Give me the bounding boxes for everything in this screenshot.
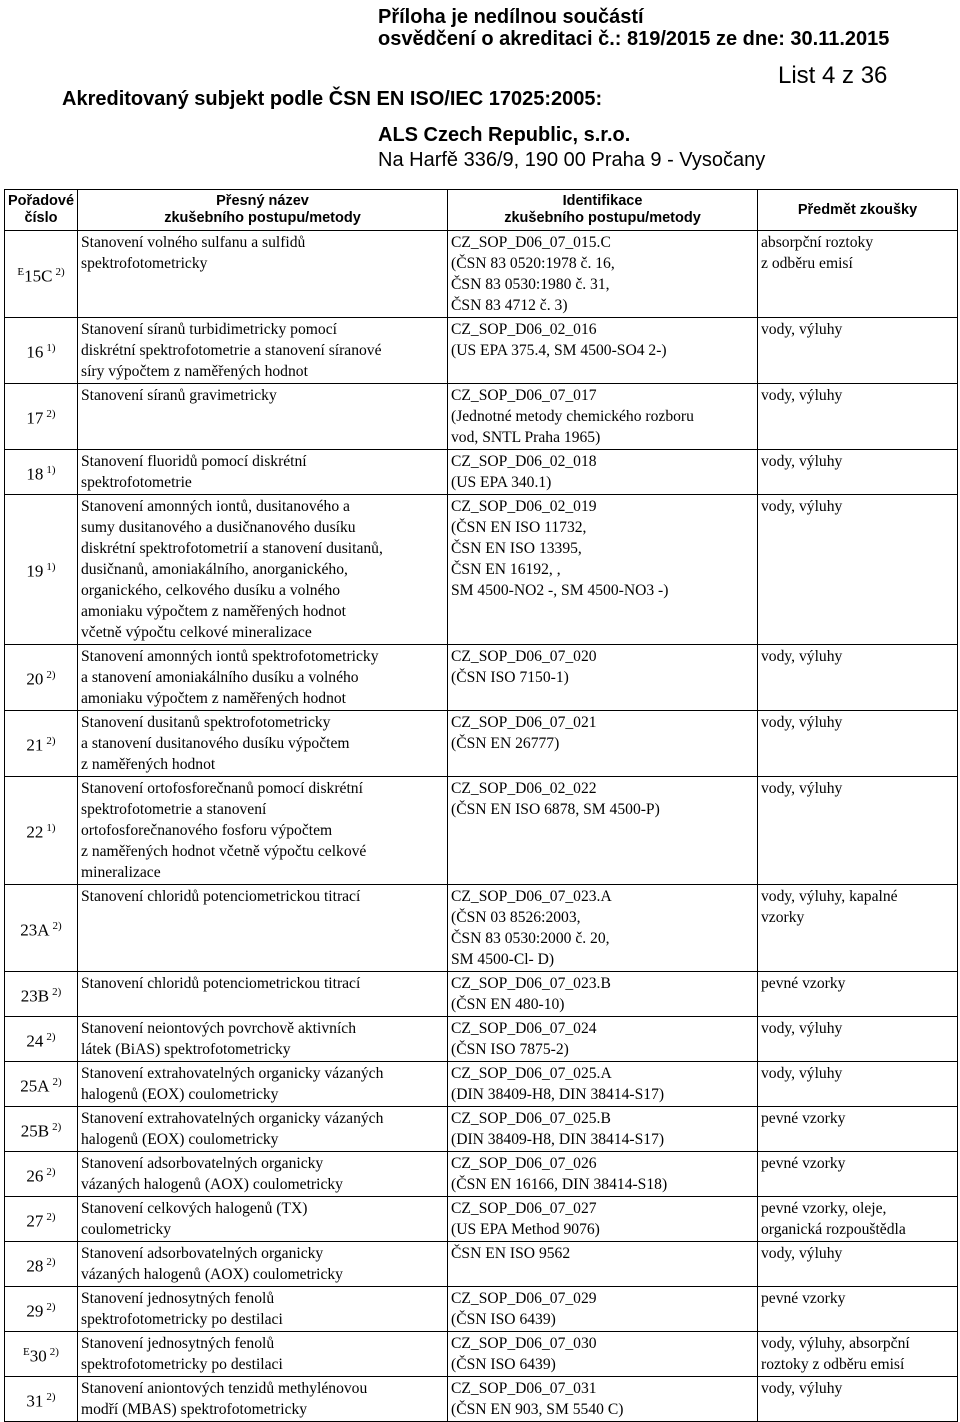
row-number-value: 15C — [24, 266, 53, 286]
row-number — [5, 711, 78, 777]
method-name — [78, 231, 448, 318]
row-footnote: 2) — [55, 265, 65, 278]
method-id-line: (ČSN ISO 6439) — [451, 1356, 556, 1373]
test-subject-line: pevné vzorky — [761, 1110, 846, 1127]
row-footnote: 2) — [52, 919, 62, 932]
method-id — [448, 231, 758, 318]
method-id-line: CZ_SOP_D06_07_020 — [451, 648, 597, 665]
test-subject-line: vody, výluhy — [761, 714, 843, 731]
row-number-value: 22 — [26, 822, 44, 842]
test-subject-line: pevné vzorky — [761, 1290, 846, 1307]
method-name-line: spektrofotometricky po destilaci — [81, 1356, 283, 1373]
test-subject — [758, 384, 958, 450]
table-row — [5, 1062, 958, 1107]
method-id-line: vod, SNTL Praha 1965) — [451, 429, 601, 446]
method-name-line: coulometricky — [81, 1221, 172, 1238]
method-name-line: spektrofotometrie — [81, 474, 192, 491]
row-footnote: 2) — [52, 985, 62, 998]
test-subject-line: vody, výluhy — [761, 321, 843, 338]
test-subject-line: z odběru emisí — [761, 255, 853, 272]
method-id-line: ČSN EN ISO 13395, — [451, 540, 582, 557]
table-row — [5, 1332, 958, 1377]
method-name — [78, 450, 448, 495]
method-name-line: Stanovení fluoridů pomocí diskrétní — [81, 453, 307, 470]
table-row — [5, 1377, 958, 1422]
test-subject — [758, 1242, 958, 1287]
method-id-line: (ČSN ISO 7150-1) — [451, 669, 569, 686]
test-subject-line: vody, výluhy — [761, 1020, 843, 1037]
row-prefix: E — [17, 265, 25, 278]
table-header-row — [5, 190, 958, 231]
row-number-value: 25A — [20, 1076, 50, 1096]
method-name-line: diskrétní spektrofotometrií a stanovení dusitanů, — [81, 540, 383, 557]
row-number-value: 23B — [20, 986, 50, 1006]
row-number — [5, 1017, 78, 1062]
method-id — [448, 1377, 758, 1422]
method-id-line: CZ_SOP_D06_07_025.A — [451, 1065, 612, 1082]
table-row — [5, 777, 958, 885]
method-id-line: SM 4500-Cl- D) — [451, 951, 555, 968]
test-subject — [758, 1287, 958, 1332]
method-name-line: z naměřených hodnot včetně výpočtu celkové — [81, 843, 367, 860]
method-name-line: Stanovení volného sulfanu a sulfidů — [81, 234, 306, 251]
method-id-line: CZ_SOP_D06_02_019 — [451, 498, 597, 515]
method-name-line: látek (BiAS) spektrofotometricky — [81, 1041, 291, 1058]
row-number — [5, 1242, 78, 1287]
row-number-value: 30 — [29, 1346, 47, 1366]
method-name-line: Stanovení amonných iontů spektrofotometricky — [81, 648, 379, 665]
row-number-value: 28 — [26, 1256, 44, 1276]
method-id-line: CZ_SOP_D06_07_026 — [451, 1155, 597, 1172]
method-name — [78, 1332, 448, 1377]
row-footnote: 2) — [46, 1300, 56, 1313]
test-subject — [758, 450, 958, 495]
col-header-subject: Předmět zkoušky — [758, 190, 958, 231]
row-number-value: 20 — [26, 669, 44, 689]
method-id-line: (ČSN EN 16166, DIN 38414-S18) — [451, 1176, 668, 1193]
method-id-line: CZ_SOP_D06_02_022 — [451, 780, 597, 797]
method-id-line: (ČSN 83 0520:1978 č. 16, — [451, 255, 615, 272]
method-name-line: včetně výpočtu celkové mineralizace — [81, 624, 312, 641]
row-number — [5, 450, 78, 495]
method-id — [448, 1062, 758, 1107]
row-prefix: E — [23, 1345, 30, 1358]
method-id — [448, 1242, 758, 1287]
method-name — [78, 384, 448, 450]
method-name — [78, 645, 448, 711]
row-footnote: 1) — [46, 463, 56, 476]
test-subject — [758, 1332, 958, 1377]
method-name-line: síry výpočtem z naměřených hodnot — [81, 363, 308, 380]
method-name — [78, 777, 448, 885]
method-id-line: CZ_SOP_D06_07_023.B — [451, 975, 611, 992]
test-subject-line: pevné vzorky — [761, 975, 846, 992]
method-name — [78, 1107, 448, 1152]
row-number-value: 17 — [26, 408, 44, 428]
method-name-line: spektrofotometricky po destilaci — [81, 1311, 283, 1328]
method-id-line: ČSN 83 4712 č. 3) — [451, 297, 568, 314]
row-number-value: 21 — [26, 735, 44, 755]
test-subject-line: vody, výluhy, kapalné — [761, 888, 898, 905]
row-number — [5, 1377, 78, 1422]
test-subject — [758, 972, 958, 1017]
method-name-line: Stanovení amonných iontů, dusitanového a — [81, 498, 350, 515]
row-number — [5, 495, 78, 645]
row-footnote: 2) — [46, 1390, 56, 1403]
method-id — [448, 645, 758, 711]
method-name-line: z naměřených hodnot — [81, 756, 216, 773]
method-name-line: modří (MBAS) spektrofotometricky — [81, 1401, 308, 1418]
test-subject — [758, 1017, 958, 1062]
row-number-value: 31 — [26, 1391, 44, 1411]
test-subject-line: pevné vzorky, oleje, — [761, 1200, 887, 1217]
row-number — [5, 1332, 78, 1377]
method-name-line: Stanovení celkových halogenů (TX) — [81, 1200, 308, 1217]
row-number — [5, 1062, 78, 1107]
method-id-line: (DIN 38409-H8, DIN 38414-S17) — [451, 1086, 665, 1103]
method-id-line: (ČSN 03 8526:2003, — [451, 909, 581, 926]
test-subject — [758, 777, 958, 885]
test-subject-line: vody, výluhy — [761, 1245, 843, 1262]
method-name-line: mineralizace — [81, 864, 161, 881]
method-name — [78, 1017, 448, 1062]
col-header-method-id: Identifikace zkušebního postupu/metody — [448, 190, 758, 231]
method-name-line: Stanovení extrahovatelných organicky vázaných — [81, 1065, 384, 1082]
test-subject — [758, 711, 958, 777]
test-subject-line: organická rozpouštědla — [761, 1221, 906, 1238]
method-name-line: Stanovení dusitanů spektrofotometricky — [81, 714, 331, 731]
method-name-line: Stanovení extrahovatelných organicky vázaných — [81, 1110, 384, 1127]
method-id — [448, 318, 758, 384]
test-subject — [758, 645, 958, 711]
row-footnote: 2) — [46, 1030, 56, 1043]
row-footnote: 2) — [46, 1255, 56, 1268]
table-row — [5, 1242, 958, 1287]
header-annex-line: Příloha je nedílnou součástí — [378, 6, 644, 28]
row-number-value: 24 — [26, 1031, 44, 1051]
method-id-line: (US EPA 375.4, SM 4500-SO4 2-) — [451, 342, 667, 359]
row-footnote: 2) — [46, 1165, 56, 1178]
page-number: List 4 z 36 — [778, 62, 888, 89]
method-id — [448, 711, 758, 777]
method-id — [448, 1332, 758, 1377]
method-id-line: CZ_SOP_D06_07_030 — [451, 1335, 597, 1352]
company-address: Na Harfě 336/9, 190 00 Praha 9 - Vysočany — [378, 149, 766, 171]
method-id-line: CZ_SOP_D06_02_016 — [451, 321, 597, 338]
row-footnote: 2) — [46, 735, 56, 748]
test-subject-line: vzorky — [761, 909, 805, 926]
method-name — [78, 1242, 448, 1287]
header-accreditation-line: Akreditovaný subjekt podle ČSN EN ISO/IEC 17025:2005: — [62, 88, 603, 110]
method-name-line: Stanovení chloridů potenciometrickou titrací — [81, 975, 361, 992]
table-row — [5, 711, 958, 777]
method-id-line: (ČSN EN 903, SM 5540 C) — [451, 1401, 624, 1418]
method-id — [448, 495, 758, 645]
method-id-line: SM 4500-NO2 -, SM 4500-NO3 -) — [451, 582, 669, 599]
row-number — [5, 972, 78, 1017]
table-row — [5, 1197, 958, 1242]
method-name-line: Stanovení neiontových povrchově aktivních — [81, 1020, 356, 1037]
method-id-line: (ČSN ISO 7875-2) — [451, 1041, 569, 1058]
company-name: ALS Czech Republic, s.r.o. — [378, 124, 631, 146]
method-id-line: CZ_SOP_D06_07_017 — [451, 387, 597, 404]
row-footnote: 2) — [52, 1075, 62, 1088]
table-row — [5, 1107, 958, 1152]
test-subject-line: vody, výluhy — [761, 780, 843, 797]
method-name-line: vázaných halogenů (AOX) coulometricky — [81, 1266, 343, 1283]
table-row — [5, 885, 958, 972]
test-subject — [758, 1062, 958, 1107]
row-number-value: 23A — [20, 920, 50, 940]
method-id — [448, 450, 758, 495]
row-number — [5, 885, 78, 972]
method-name-line: spektrofotometricky — [81, 255, 208, 272]
method-name-line: Stanovení adsorbovatelných organicky — [81, 1155, 324, 1172]
method-name-line: vázaných halogenů (AOX) coulometricky — [81, 1176, 343, 1193]
test-subject-line: vody, výluhy — [761, 648, 843, 665]
row-number — [5, 777, 78, 885]
table-row — [5, 645, 958, 711]
header-certificate-line: osvědčení o akreditaci č.: 819/2015 ze dne: 30.11.2015 — [378, 28, 890, 50]
row-number-value: 27 — [26, 1211, 44, 1231]
method-name-line: halogenů (EOX) coulometricky — [81, 1131, 279, 1148]
test-subject-line: vody, výluhy — [761, 1380, 843, 1397]
method-name-line: amoniaku výpočtem z naměřených hodnot — [81, 603, 347, 620]
method-name-line: spektrofotometrie a stanovení — [81, 801, 267, 818]
test-subject-line: vody, výluhy, absorpční — [761, 1335, 910, 1352]
row-footnote: 1) — [46, 342, 56, 355]
row-footnote: 2) — [46, 1210, 56, 1223]
method-name-line: diskrétní spektrofotometrie a stanovení síranové — [81, 342, 382, 359]
method-id-line: ČSN 83 0530:2000 č. 20, — [451, 930, 610, 947]
method-name — [78, 972, 448, 1017]
method-name-line: Stanovení síranů turbidimetricky pomocí — [81, 321, 337, 338]
method-name-line: Stanovení síranů gravimetricky — [81, 387, 277, 404]
col-header-number: Pořadové číslo — [5, 190, 78, 231]
row-number — [5, 1197, 78, 1242]
method-id — [448, 1107, 758, 1152]
method-name — [78, 495, 448, 645]
method-id-line: (DIN 38409-H8, DIN 38414-S17) — [451, 1131, 665, 1148]
table-row — [5, 495, 958, 645]
document-header — [0, 0, 960, 180]
method-name-line: sumy dusitanového a dusičnanového dusíku — [81, 519, 356, 536]
method-name — [78, 1152, 448, 1197]
test-subject-line: vody, výluhy — [761, 453, 843, 470]
table-row — [5, 1287, 958, 1332]
method-id-line: CZ_SOP_D06_07_025.B — [451, 1110, 611, 1127]
method-id — [448, 885, 758, 972]
method-id-line: ČSN EN 16192, , — [451, 561, 561, 578]
methods-table — [4, 189, 958, 1422]
table-row — [5, 1152, 958, 1197]
method-id — [448, 1197, 758, 1242]
method-id-line: CZ_SOP_D06_02_018 — [451, 453, 597, 470]
method-name-line: Stanovení jednosytných fenolů — [81, 1290, 275, 1307]
method-name-line: Stanovení jednosytných fenolů — [81, 1335, 275, 1352]
method-id — [448, 777, 758, 885]
method-name-line: a stanovení amoniakálního dusíku a volného — [81, 669, 359, 686]
row-footnote: 2) — [52, 1120, 62, 1133]
table-row — [5, 231, 958, 318]
method-id-line: (US EPA 340.1) — [451, 474, 552, 491]
test-subject-line: vody, výluhy — [761, 387, 843, 404]
method-id-line: (ČSN EN 480-10) — [451, 996, 565, 1013]
row-number-value: 18 — [26, 464, 44, 484]
method-name — [78, 1287, 448, 1332]
method-id-line: (US EPA Method 9076) — [451, 1221, 600, 1238]
method-name-line: halogenů (EOX) coulometricky — [81, 1086, 279, 1103]
test-subject — [758, 495, 958, 645]
method-name — [78, 1377, 448, 1422]
test-subject-line: roztoky z odběru emisí — [761, 1356, 905, 1373]
test-subject — [758, 1107, 958, 1152]
table-row — [5, 1017, 958, 1062]
method-name — [78, 1062, 448, 1107]
method-id-line: (ČSN EN ISO 6878, SM 4500-P) — [451, 801, 660, 818]
test-subject-line: absorpční roztoky — [761, 234, 874, 251]
method-id-line: CZ_SOP_D06_07_029 — [451, 1290, 597, 1307]
method-id — [448, 384, 758, 450]
method-id-line: ČSN 83 0530:1980 č. 31, — [451, 276, 610, 293]
method-id — [448, 1287, 758, 1332]
row-number — [5, 318, 78, 384]
row-number-value: 26 — [26, 1166, 44, 1186]
method-id-line: CZ_SOP_D06_07_015.C — [451, 234, 611, 251]
method-name-line: ortofosforečnanového fosforu výpočtem — [81, 822, 333, 839]
row-number — [5, 1287, 78, 1332]
method-name — [78, 885, 448, 972]
method-id-line: (Jednotné metody chemického rozboru — [451, 408, 694, 425]
row-number-value: 25B — [20, 1121, 50, 1141]
row-footnote: 2) — [49, 1345, 59, 1358]
row-footnote: 2) — [46, 408, 56, 421]
col-header-method-name: Přesný název zkušebního postupu/metody — [78, 190, 448, 231]
method-id-line: CZ_SOP_D06_07_021 — [451, 714, 597, 731]
method-name-line: amoniaku výpočtem z naměřených hodnot — [81, 690, 347, 707]
row-number — [5, 1152, 78, 1197]
method-name-line: Stanovení chloridů potenciometrickou titrací — [81, 888, 361, 905]
method-name-line: Stanovení ortofosforečnanů pomocí diskrétní — [81, 780, 363, 797]
method-id-line: CZ_SOP_D06_07_024 — [451, 1020, 597, 1037]
row-number — [5, 1107, 78, 1152]
method-id-line: (ČSN EN 26777) — [451, 735, 560, 752]
test-subject — [758, 1152, 958, 1197]
row-footnote: 1) — [46, 822, 56, 835]
row-number — [5, 384, 78, 450]
method-name-line: a stanovení dusitanového dusíku výpočtem — [81, 735, 350, 752]
test-subject — [758, 318, 958, 384]
method-id-line: ČSN EN ISO 9562 — [451, 1245, 571, 1262]
table-row — [5, 972, 958, 1017]
row-number-value: 29 — [26, 1301, 44, 1321]
method-id — [448, 1017, 758, 1062]
method-id — [448, 972, 758, 1017]
table-row — [5, 450, 958, 495]
row-footnote: 1) — [46, 561, 56, 574]
method-id-line: CZ_SOP_D06_07_023.A — [451, 888, 612, 905]
test-subject-line: pevné vzorky — [761, 1155, 846, 1172]
test-subject-line: vody, výluhy — [761, 498, 843, 515]
method-id-line: CZ_SOP_D06_07_027 — [451, 1200, 597, 1217]
table-row — [5, 384, 958, 450]
method-name — [78, 711, 448, 777]
method-id-line: (ČSN ISO 6439) — [451, 1311, 556, 1328]
method-id-line: (ČSN EN ISO 11732, — [451, 519, 587, 536]
method-name-line: organického, celkového dusíku a volného — [81, 582, 341, 599]
method-name — [78, 1197, 448, 1242]
row-footnote: 2) — [46, 669, 56, 682]
test-subject — [758, 1197, 958, 1242]
test-subject — [758, 1377, 958, 1422]
method-name-line: Stanovení adsorbovatelných organicky — [81, 1245, 324, 1262]
method-id — [448, 1152, 758, 1197]
row-number-value: 16 — [26, 342, 44, 362]
method-name-line: Stanovení aniontových tenzidů methylénovou — [81, 1380, 368, 1397]
method-id-line: CZ_SOP_D06_07_031 — [451, 1380, 597, 1397]
table-row — [5, 318, 958, 384]
test-subject — [758, 885, 958, 972]
test-subject-line: vody, výluhy — [761, 1065, 843, 1082]
method-name — [78, 318, 448, 384]
method-name-line: dusičnanů, amoniakálního, anorganického, — [81, 561, 348, 578]
row-number-value: 19 — [26, 561, 44, 581]
row-number — [5, 231, 78, 318]
test-subject — [758, 231, 958, 318]
row-number — [5, 645, 78, 711]
